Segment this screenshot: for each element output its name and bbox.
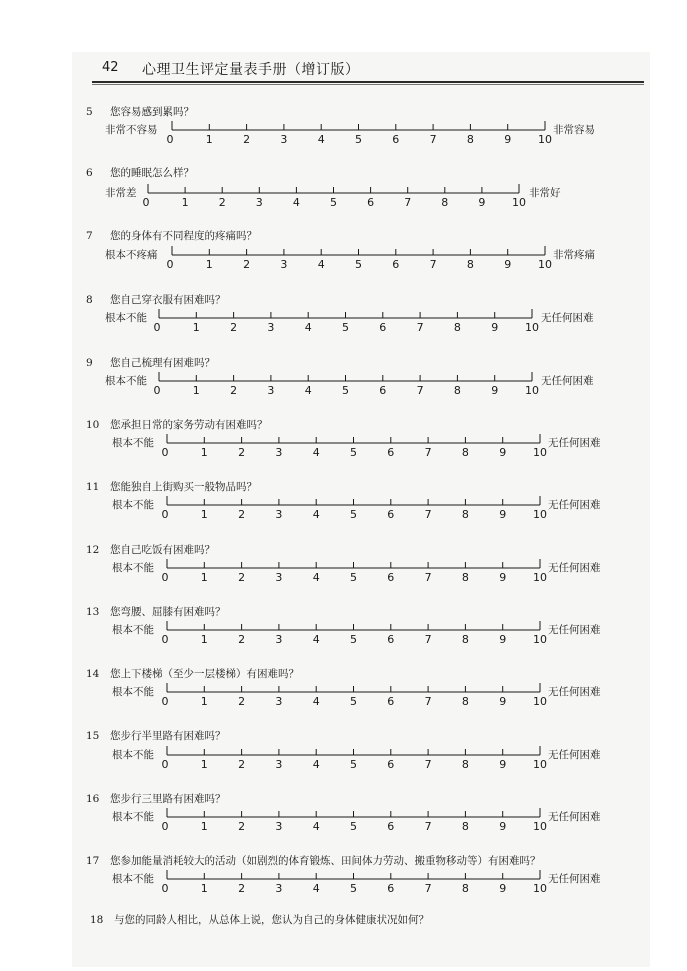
- question-number: 13: [86, 606, 100, 618]
- scale-left-label: 根本不能: [112, 499, 154, 511]
- scale-tick-label: 0: [166, 133, 174, 146]
- scale-tick-label: 10: [533, 695, 547, 708]
- scale-tick-label: 3: [280, 258, 288, 271]
- scale-right-label: 非常容易: [553, 124, 595, 136]
- scale-tick-label: 0: [161, 695, 169, 708]
- scale-tick-label: 6: [392, 258, 400, 271]
- rating-scale[interactable]: [149, 306, 542, 336]
- scale-tick-label: 7: [424, 446, 432, 459]
- scale-tick-label: 6: [379, 321, 387, 334]
- scale-tick-label: 3: [267, 321, 275, 334]
- question-17: [86, 853, 541, 868]
- question-number: 18: [90, 914, 104, 926]
- scale-tick-label: 5: [355, 133, 362, 146]
- scale-tick-label: 7: [424, 695, 432, 708]
- scale-tick-label: 6: [392, 133, 400, 146]
- scale-tick-label: 2: [230, 384, 238, 397]
- scale-tick-label: 0: [166, 258, 174, 271]
- scale-right-label: 非常好: [529, 187, 561, 199]
- scale-tick-label: 3: [275, 571, 283, 584]
- scale-tick-label: 1: [200, 758, 208, 771]
- scale-tick-label: 0: [153, 384, 161, 397]
- scale-tick-label: 5: [342, 321, 349, 334]
- scale-tick-label: 3: [255, 196, 263, 209]
- scale-tick-label: 4: [312, 446, 320, 459]
- scale-tick-label: 6: [387, 446, 395, 459]
- question-15: [86, 728, 226, 743]
- scale-tick-label: 3: [267, 384, 275, 397]
- scale-tick-label: 9: [504, 133, 512, 146]
- scale-tick-label: 3: [275, 446, 283, 459]
- scale-tick-label: 6: [367, 196, 375, 209]
- scale-tick-label: 1: [205, 258, 213, 271]
- scale-tick-label: 10: [538, 133, 552, 146]
- scale-tick-label: 5: [350, 508, 357, 521]
- scale-tick-label: 8: [461, 758, 469, 771]
- question-16: [86, 791, 226, 806]
- scale-tick-label: 5: [350, 633, 357, 646]
- scale-tick-label: 4: [304, 384, 312, 397]
- question-text: 您自己梳理有困难吗？: [110, 357, 215, 369]
- scale-left-label: 根本不能: [112, 437, 154, 449]
- question-text: 您自己穿衣服有困难吗？: [110, 294, 226, 306]
- scale-right-label: 无任何困难: [548, 624, 601, 636]
- scale-tick-label: 7: [424, 508, 432, 521]
- scale-tick-label: 6: [387, 882, 395, 895]
- rating-scale[interactable]: [162, 118, 555, 148]
- scale-tick-label: 5: [342, 384, 349, 397]
- scale-left-label: 非常不容易: [105, 124, 158, 136]
- scale-tick-label: 2: [238, 446, 246, 459]
- question-text: 您上下楼梯（至少一层楼梯）有困难吗？: [110, 668, 299, 680]
- scale-left-label: 根本不能: [112, 624, 154, 636]
- scale-tick-label: 10: [533, 633, 547, 646]
- header-rule-thin: [92, 84, 644, 85]
- scale-tick-label: 4: [312, 633, 320, 646]
- scale-tick-label: 1: [200, 446, 208, 459]
- scale-tick-label: 9: [504, 258, 512, 271]
- scale-tick-label: 9: [491, 321, 499, 334]
- scale-tick-label: 7: [429, 133, 437, 146]
- scale-tick-label: 10: [525, 321, 539, 334]
- question-9: [86, 355, 215, 370]
- scale-tick-label: 0: [161, 446, 169, 459]
- question-text: 您弯腰、屈膝有困难吗？: [110, 606, 226, 618]
- question-text: 您参加能量消耗较大的活动（如剧烈的体育锻炼、田间体力劳动、搬重物移动等）有困难吗？: [110, 855, 541, 867]
- scale-tick-label: 5: [350, 820, 357, 833]
- scale-tick-label: 1: [200, 695, 208, 708]
- question-number: 8: [86, 294, 93, 306]
- scale-tick-label: 8: [453, 321, 461, 334]
- final-question: [90, 912, 429, 927]
- scale-tick-label: 4: [312, 820, 320, 833]
- scale-tick-label: 4: [317, 258, 325, 271]
- scale-tick-label: 6: [387, 695, 395, 708]
- rating-scale[interactable]: [157, 805, 550, 835]
- scale-right-label: 无任何困难: [548, 686, 601, 698]
- scale-tick-label: 9: [499, 446, 507, 459]
- scale-tick-label: 9: [499, 758, 507, 771]
- scale-tick-label: 5: [350, 446, 357, 459]
- scale-tick-label: 10: [512, 196, 526, 209]
- scale-tick-label: 8: [461, 882, 469, 895]
- scale-tick-label: 3: [275, 758, 283, 771]
- scale-tick-label: 2: [238, 633, 246, 646]
- scale-tick-label: 8: [461, 446, 469, 459]
- scale-right-label: 无任何困难: [548, 499, 601, 511]
- scale-tick-label: 9: [499, 882, 507, 895]
- scale-right-label: 无任何困难: [548, 811, 601, 823]
- question-5: [86, 104, 194, 119]
- scale-tick-label: 0: [161, 508, 169, 521]
- scale-tick-label: 4: [312, 758, 320, 771]
- scale-tick-label: 6: [387, 633, 395, 646]
- rating-scale[interactable]: [157, 743, 550, 773]
- scale-left-label: 根本不能: [112, 749, 154, 761]
- header-rule: [92, 81, 644, 83]
- question-number: 6: [86, 167, 93, 179]
- page-header: [92, 60, 644, 82]
- scale-tick-label: 10: [533, 882, 547, 895]
- question-number: 10: [86, 419, 100, 431]
- scale-tick-label: 7: [404, 196, 412, 209]
- question-text: 与您的同龄人相比，从总体上说，您认为自己的身体健康状况如何？: [114, 914, 429, 926]
- scale-tick-label: 7: [424, 633, 432, 646]
- scale-tick-label: 2: [238, 820, 246, 833]
- scale-tick-label: 8: [466, 133, 474, 146]
- scale-tick-label: 8: [461, 571, 469, 584]
- scale-left-label: 非常差: [105, 187, 137, 199]
- scale-right-label: 无任何困难: [548, 873, 601, 885]
- rating-scale[interactable]: [157, 618, 550, 648]
- scale-tick-label: 7: [424, 571, 432, 584]
- scale-tick-label: 8: [461, 508, 469, 521]
- scale-tick-label: 2: [243, 258, 251, 271]
- scale-tick-label: 5: [355, 258, 362, 271]
- scale-tick-label: 4: [292, 196, 300, 209]
- scale-tick-label: 9: [499, 695, 507, 708]
- question-13: [86, 604, 226, 619]
- scale-tick-label: 9: [499, 571, 507, 584]
- scale-tick-label: 4: [312, 882, 320, 895]
- scale-left-label: 根本不能: [105, 312, 147, 324]
- scale-tick-label: 1: [200, 508, 208, 521]
- question-14: [86, 666, 299, 681]
- scale-tick-label: 1: [200, 882, 208, 895]
- rating-scale[interactable]: [138, 181, 529, 211]
- scale-tick-label: 2: [238, 571, 246, 584]
- question-text: 您的睡眠怎么样？: [110, 167, 194, 179]
- scale-tick-label: 7: [424, 882, 432, 895]
- scale-tick-label: 1: [181, 196, 189, 209]
- scale-tick-label: 6: [387, 571, 395, 584]
- scale-tick-label: 8: [441, 196, 449, 209]
- scale-tick-label: 4: [312, 695, 320, 708]
- question-number: 17: [86, 855, 100, 867]
- scale-tick-label: 9: [491, 384, 499, 397]
- rating-scale[interactable]: [157, 680, 550, 710]
- rating-scale[interactable]: [149, 369, 542, 399]
- scale-tick-label: 9: [478, 196, 486, 209]
- scale-tick-label: 3: [275, 882, 283, 895]
- rating-scale[interactable]: [157, 867, 550, 897]
- question-text: 您能独自上街购买一般物品吗？: [110, 481, 257, 493]
- scale-tick-label: 2: [218, 196, 226, 209]
- scale-tick-label: 2: [230, 321, 238, 334]
- question-10: [86, 417, 268, 432]
- scale-tick-label: 5: [350, 882, 357, 895]
- question-number: 15: [86, 730, 100, 742]
- scale-tick-label: 2: [238, 758, 246, 771]
- question-number: 16: [86, 793, 100, 805]
- scale-tick-label: 0: [142, 196, 150, 209]
- scale-left-label: 根本不能: [112, 562, 154, 574]
- question-6: [86, 165, 194, 180]
- scale-tick-label: 10: [533, 571, 547, 584]
- scale-tick-label: 7: [429, 258, 437, 271]
- scale-tick-label: 0: [161, 633, 169, 646]
- scale-left-label: 根本不能: [112, 811, 154, 823]
- question-number: 14: [86, 668, 100, 680]
- scale-tick-label: 10: [533, 508, 547, 521]
- question-7: [86, 228, 257, 243]
- scale-tick-label: 3: [275, 508, 283, 521]
- scale-tick-label: 9: [499, 820, 507, 833]
- scale-tick-label: 1: [200, 571, 208, 584]
- question-11: [86, 479, 257, 494]
- scale-tick-label: 4: [312, 508, 320, 521]
- scale-right-label: 非常疼痛: [553, 249, 595, 261]
- question-12: [86, 542, 215, 557]
- scale-tick-label: 7: [424, 758, 432, 771]
- rating-scale[interactable]: [162, 243, 555, 273]
- scale-right-label: 无任何困难: [541, 375, 594, 387]
- scale-tick-label: 4: [317, 133, 325, 146]
- scale-tick-label: 2: [238, 882, 246, 895]
- scale-tick-label: 9: [499, 508, 507, 521]
- scale-tick-label: 7: [424, 820, 432, 833]
- scale-tick-label: 2: [238, 508, 246, 521]
- scale-tick-label: 6: [387, 820, 395, 833]
- scale-tick-label: 6: [387, 758, 395, 771]
- page-number: 42: [102, 60, 119, 75]
- scale-right-label: 无任何困难: [541, 312, 594, 324]
- scale-tick-label: 0: [161, 571, 169, 584]
- question-text: 您步行三里路有困难吗？: [110, 793, 226, 805]
- scale-tick-label: 4: [304, 321, 312, 334]
- scale-left-label: 根本不能: [112, 873, 154, 885]
- scale-left-label: 根本不疼痛: [105, 249, 158, 261]
- scale-tick-label: 3: [275, 695, 283, 708]
- scale-tick-label: 8: [461, 820, 469, 833]
- scale-tick-label: 0: [153, 321, 161, 334]
- rating-scale[interactable]: [157, 493, 550, 523]
- scale-tick-label: 10: [533, 820, 547, 833]
- scale-tick-label: 0: [161, 882, 169, 895]
- scale-left-label: 根本不能: [112, 686, 154, 698]
- scale-tick-label: 5: [330, 196, 337, 209]
- question-text: 您容易感到累吗？: [110, 106, 194, 118]
- scale-tick-label: 0: [161, 820, 169, 833]
- scale-tick-label: 6: [387, 508, 395, 521]
- scale-right-label: 无任何困难: [548, 437, 601, 449]
- question-number: 7: [86, 230, 93, 242]
- question-number: 11: [86, 481, 100, 493]
- scale-tick-label: 1: [192, 321, 200, 334]
- scale-tick-label: 2: [243, 133, 251, 146]
- scale-tick-label: 9: [499, 633, 507, 646]
- scale-left-label: 根本不能: [105, 375, 147, 387]
- scale-right-label: 无任何困难: [548, 562, 601, 574]
- scale-tick-label: 7: [416, 321, 424, 334]
- scale-tick-label: 10: [525, 384, 539, 397]
- rating-scale[interactable]: [157, 556, 550, 586]
- scale-tick-label: 10: [533, 758, 547, 771]
- scale-tick-label: 1: [200, 820, 208, 833]
- scale-tick-label: 10: [533, 446, 547, 459]
- scale-tick-label: 3: [280, 133, 288, 146]
- scale-tick-label: 5: [350, 758, 357, 771]
- scale-tick-label: 1: [205, 133, 213, 146]
- scale-tick-label: 8: [466, 258, 474, 271]
- question-number: 12: [86, 544, 100, 556]
- scale-tick-label: 3: [275, 820, 283, 833]
- question-8: [86, 292, 226, 307]
- scale-tick-label: 3: [275, 633, 283, 646]
- question-number: 5: [86, 106, 93, 118]
- scale-tick-label: 4: [312, 571, 320, 584]
- scale-tick-label: 6: [379, 384, 387, 397]
- question-text: 您的身体有不同程度的疼痛吗？: [110, 230, 257, 242]
- question-text: 您步行半里路有困难吗？: [110, 730, 226, 742]
- question-text: 您承担日常的家务劳动有困难吗？: [110, 419, 268, 431]
- scale-tick-label: 0: [161, 758, 169, 771]
- scale-tick-label: 7: [416, 384, 424, 397]
- rating-scale[interactable]: [157, 431, 550, 461]
- question-text: 您自己吃饭有困难吗？: [110, 544, 215, 556]
- scale-tick-label: 5: [350, 571, 357, 584]
- scale-tick-label: 8: [453, 384, 461, 397]
- scale-tick-label: 8: [461, 633, 469, 646]
- scale-tick-label: 5: [350, 695, 357, 708]
- scale-tick-label: 1: [200, 633, 208, 646]
- question-number: 9: [86, 357, 93, 369]
- scale-tick-label: 8: [461, 695, 469, 708]
- scale-tick-label: 2: [238, 695, 246, 708]
- scale-tick-label: 1: [192, 384, 200, 397]
- book-title: 心理卫生评定量表手册（增订版）: [142, 62, 360, 78]
- scale-right-label: 无任何困难: [548, 749, 601, 761]
- scale-tick-label: 10: [538, 258, 552, 271]
